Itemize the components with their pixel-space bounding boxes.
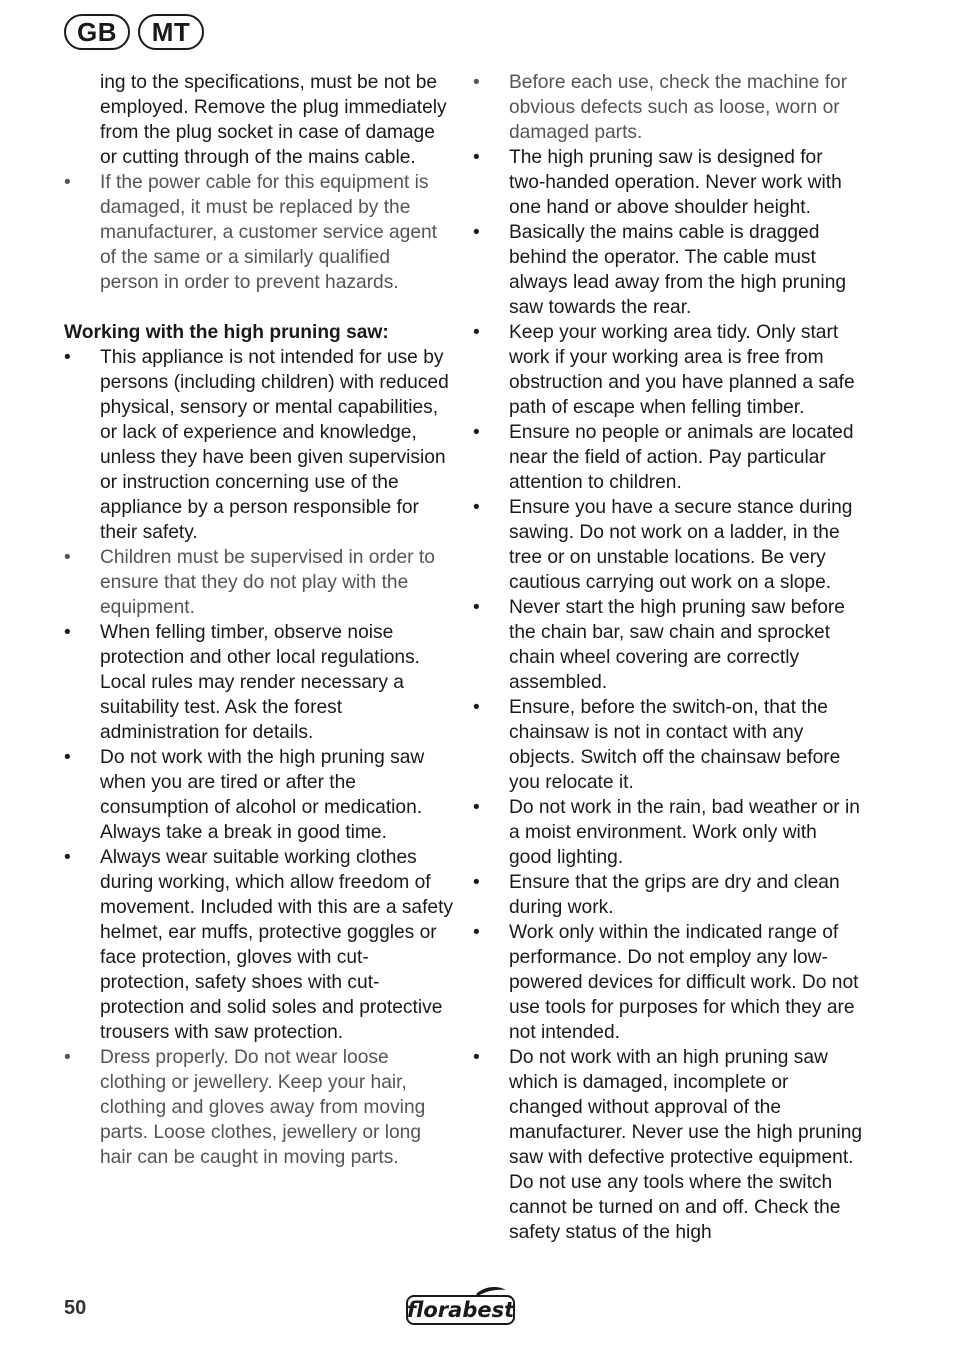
list-item-text: Ensure you have a secure stance during sawing. Do not work on a ladder, in the tree or on unstable locations. Be very cautious carrying out work on a slope. [509,497,853,593]
bullet: • [473,872,480,893]
list-item-text: Basically the mains cable is dragged behind the operator. The cable must always lead away from the high pruning saw towards the rear. [509,222,847,318]
bullet: • [64,347,71,368]
intro-paragraph [64,70,454,170]
list-item [64,345,454,545]
list-item-text: Do not work with an high pruning saw which is damaged, incomplete or changed without approval of the manufacturer. Never use the high pruning saw with defective protective equipment. Do not use any tools where the switch cannot be turned on and off. Check the safety status of the high [509,1047,863,1243]
list-item [473,145,863,220]
list-item-text: Always wear suitable working clothes during working, which allow freedom of movement. Included with this are a safety helmet, ear muffs, protective goggles or face protection, gloves with cut-protection, safety shoes with cut-protection and solid soles and protective trousers with saw protection. [100,847,454,1043]
list-item-text: Do not work in the rain, bad weather or in a moist environment. Work only with good lighting. [509,797,860,868]
bullet: • [64,847,71,868]
bullet: • [64,172,71,193]
bullet: • [473,1047,480,1068]
list-item [64,545,454,620]
bullet: • [473,422,480,443]
list-item [473,495,863,595]
list-item-text: Keep your working area tidy. Only start work if your working area is free from obstruction and you have planned a safe path of escape when felling timber. [509,322,855,418]
list-item [473,870,863,920]
bullet: • [473,322,480,343]
bullet: • [473,922,480,943]
bullet: • [473,497,480,518]
list-item [473,420,863,495]
list-item-text: If the power cable for this equipment is damaged, it must be replaced by the manufacturer, a customer service agent of the same or a similarly qualified person in order to prevent hazards. [100,172,438,293]
list-item [473,695,863,795]
list-item-text: Ensure that the grips are dry and clean during work. [509,872,840,918]
list-item-text: Do not work with the high pruning saw when you are tired or after the consumption of alcohol or medication. Always take a break in good time. [100,747,425,843]
bullet: • [473,147,480,168]
list-item-text: Ensure no people or animals are located near the field of action. Pay particular attention to children. [509,422,854,493]
list-item [64,745,454,845]
list-item [64,620,454,745]
list-item [473,70,863,145]
logo-text: florabest [406,1298,515,1322]
florabest-logo [406,1286,515,1326]
list-item [473,920,863,1045]
bullet: • [473,72,480,93]
bullet: • [473,222,480,243]
list-item-text: The high pruning saw is designed for two-handed operation. Never work with one hand or above shoulder height. [509,147,842,218]
list-item [473,1045,863,1245]
list-item-text: Before each use, check the machine for obvious defects such as loose, worn or damaged parts. [509,72,848,143]
bullet: • [64,547,71,568]
bullet: • [473,697,480,718]
language-badges [64,14,204,50]
list-item [473,795,863,870]
list-item-text: Children must be supervised in order to ensure that they do not play with the equipment. [100,547,435,618]
bullet: • [64,747,71,768]
list-item-text: Ensure, before the switch-on, that the chainsaw is not in contact with any objects. Switch off the chainsaw before you relocate it. [509,697,841,793]
language-badge-mt: MT [138,14,204,50]
list-item-text: This appliance is not intended for use by persons (including children) with reduced physical, sensory or mental capabilities, or lack of experience and knowledge, unless they have been given supervision or instruction concerning use of the appliance by a person responsible for their safety. [100,347,449,543]
left-column [64,70,454,1170]
bullet: • [64,622,71,643]
list-item-text: When felling timber, observe noise protection and other local regulations. Local rules may render necessary a suitability test. Ask the forest administration for details. [100,622,420,743]
list-item [64,170,454,295]
list-item [473,220,863,320]
list-item-text: Work only within the indicated range of performance. Do not employ any low-powered devices for difficult work. Do not use tools for purposes for which they are not intended. [509,922,859,1043]
list-item-text: Dress properly. Do not wear loose clothing or jewellery. Keep your hair, clothing and gloves away from moving parts. Loose clothes, jewellery or long hair can be caught in moving parts. [100,1047,426,1168]
bullet: • [64,1047,71,1068]
section-heading: Working with the high pruning saw: [64,322,389,343]
bullet: • [473,597,480,618]
list-item [473,320,863,420]
language-badge-gb: GB [64,14,130,50]
bullet: • [473,797,480,818]
intro-text: ing to the specifications, must be not be employed. Remove the plug immediately from the plug socket in case of damage or cutting through of the mains cable. [100,72,447,168]
right-column [473,70,863,1245]
list-item [64,845,454,1045]
list-item [64,1045,454,1170]
list-item [473,595,863,695]
list-item-text: Never start the high pruning saw before the chain bar, saw chain and sprocket chain wheel covering are correctly assembled. [509,597,845,693]
page-number: 50 [64,1297,87,1319]
